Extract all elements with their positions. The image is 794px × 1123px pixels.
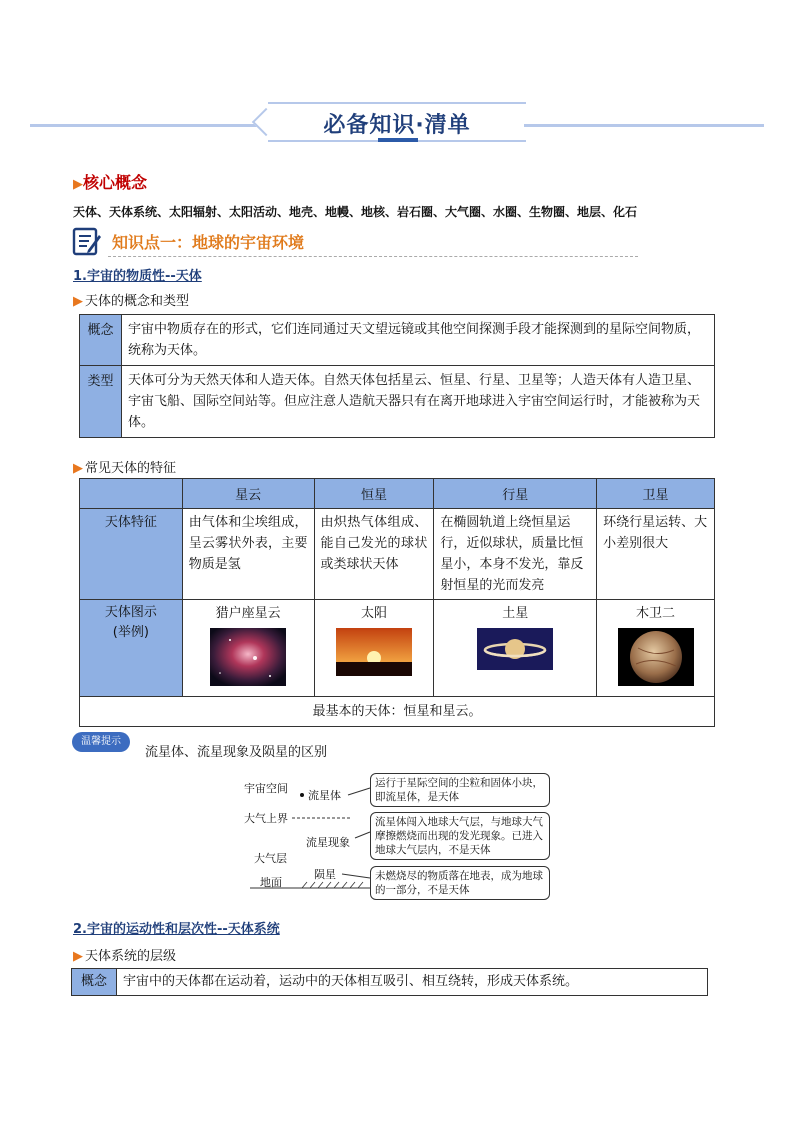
row-label: 类型 xyxy=(80,366,122,438)
row-label: 天体特征 xyxy=(80,509,183,600)
label-meteoroid: 流星体 xyxy=(308,789,341,802)
meteoroid-box: 运行于星际空间的尘粒和固体小块，即流星体，是天体 xyxy=(370,773,550,807)
core-heading-text: 核心概念 xyxy=(83,173,148,192)
saturn-image xyxy=(477,628,553,670)
triangle-icon: ▶ xyxy=(73,461,83,476)
label-ground: 地面 xyxy=(260,876,282,889)
triangle-icon: ▶ xyxy=(73,294,83,309)
feature-cell: 在椭圆轨道上绕恒星运行，近似球状，质量比恒星小，本身不发光，靠反射恒星的光而发亮 xyxy=(434,509,597,600)
triangle-icon: ▶ xyxy=(73,177,83,192)
example-cell xyxy=(597,600,715,697)
table-row xyxy=(80,366,715,438)
row-label: 概念 xyxy=(80,315,122,366)
label-meteor: 流星现象 xyxy=(306,836,350,849)
meteor-box: 流星体闯入地球大气层，与地球大气摩擦燃烧而出现的发光现象。已进入地球大气层内，不是天体 xyxy=(370,812,550,860)
meteorite-box: 未燃烧尽的物质落在地表，成为地球的一部分，不是天体 xyxy=(370,866,550,900)
section2-sub1-text: 天体系统的层级 xyxy=(85,949,177,964)
column-header: 行星 xyxy=(434,479,597,509)
header-empty xyxy=(80,479,183,509)
tip-text: 流星体、流星现象及陨星的区别 xyxy=(145,745,328,760)
section1-sub2 xyxy=(73,457,176,476)
header-frame xyxy=(268,102,526,142)
table-row xyxy=(80,697,715,727)
page-header xyxy=(0,100,794,144)
column-header: 恒星 xyxy=(314,479,434,509)
table-header-row xyxy=(80,479,715,509)
label-space: 宇宙空间 xyxy=(244,782,288,795)
tip-badge: 温馨提示 xyxy=(72,732,130,752)
section2-title: 2.宇宙的运动性和层次性--天体系统 xyxy=(73,922,280,937)
label-boundary: 大气上界 xyxy=(244,812,288,825)
example-cell xyxy=(182,600,314,697)
row-text: 宇宙中的天体都在运动着，运动中的天体相互吸引、相互绕转，形成天体系统。 xyxy=(117,969,708,996)
feature-cell: 由气体和尘埃组成，呈云雾状外表，主要物质是氢 xyxy=(182,509,314,600)
celestial-features-table xyxy=(79,478,715,727)
example-name: 木卫二 xyxy=(636,606,676,621)
row-text: 宇宙中物质存在的形式，它们连同通过天文望远镜或其他空间探测手段才能探测到的星际空间物质，统称为天体。 xyxy=(122,315,715,366)
core-terms: 天体、天体系统、太阳辐射、太阳活动、地壳、地幔、地核、岩石圈、大气圈、水圈、生物圈、地层、化石 xyxy=(73,205,638,219)
page-title: 必备知识·清单 xyxy=(323,113,471,138)
feature-cell: 由炽热气体组成、能自己发光的球状或类球状天体 xyxy=(314,509,434,600)
label-atmosphere: 大气层 xyxy=(254,852,287,865)
header-line-right xyxy=(524,124,764,127)
example-cell xyxy=(434,600,597,697)
example-name: 猎户座星云 xyxy=(215,606,281,621)
table-row xyxy=(72,969,708,996)
table-row xyxy=(80,600,715,697)
feature-cell: 环绕行星运转、大小差别很大 xyxy=(597,509,715,600)
meteor-diagram xyxy=(240,770,560,900)
section1-sub2-text: 常见天体的特征 xyxy=(85,461,177,476)
core-heading xyxy=(73,170,147,193)
section1-sub1 xyxy=(73,290,189,309)
dashed-divider xyxy=(108,256,638,257)
knowledge-point-title: 知识点一：地球的宇宙环境 xyxy=(112,233,305,252)
table-row xyxy=(80,509,715,600)
system-definition-table xyxy=(71,968,708,996)
example-cell xyxy=(314,600,434,697)
section2-sub1 xyxy=(73,945,176,964)
sun-image xyxy=(336,628,412,676)
example-name: 土星 xyxy=(502,606,529,621)
column-header: 卫星 xyxy=(597,479,715,509)
header-underline xyxy=(378,138,418,142)
europa-image xyxy=(618,628,694,686)
table-footer: 最基本的天体：恒星和星云。 xyxy=(80,697,715,727)
example-name: 太阳 xyxy=(360,606,387,621)
nebula-image xyxy=(210,628,286,686)
table-row xyxy=(80,315,715,366)
triangle-icon: ▶ xyxy=(73,949,83,964)
label-meteorite: 陨星 xyxy=(314,868,336,881)
knowledge-point-heading xyxy=(72,226,572,258)
celestial-definition-table xyxy=(79,314,715,438)
section1-title: 1.宇宙的物质性--天体 xyxy=(73,269,202,284)
column-header: 星云 xyxy=(182,479,314,509)
row-text: 天体可分为天然天体和人造天体。自然天体包括星云、恒星、行星、卫星等；人造天体有人造卫星、宇宙飞船、国际空间站等。但应注意人造航天器只有在离开地球进入宇宙空间运行时，才能被称为天体。 xyxy=(122,366,715,438)
row-label: 天体图示 (举例) xyxy=(80,600,183,697)
section1-sub1-text: 天体的概念和类型 xyxy=(85,294,190,309)
notepad-icon xyxy=(72,226,102,256)
row-label: 概念 xyxy=(72,969,117,996)
header-line-left xyxy=(30,124,270,127)
